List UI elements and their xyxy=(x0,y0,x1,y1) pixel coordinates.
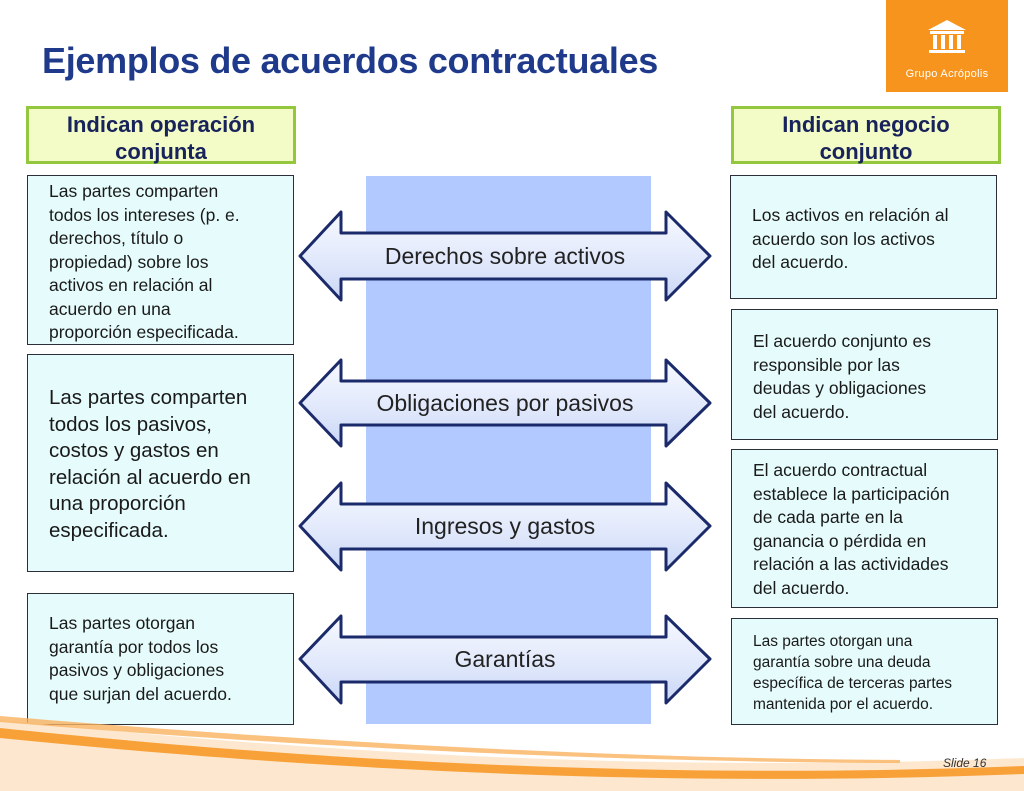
footer-swoosh xyxy=(0,700,1024,791)
right-box-income xyxy=(731,449,998,608)
left-box-guarantees-text: Las partes otorgan garantía por todos los pasivos y obligaciones que surjan del acuerdo. xyxy=(49,613,232,704)
left-box-assets-text: Las partes comparten todos los intereses (p. e. derechos, título o propiedad) sobre los activos en relación al acuerdo en una proporción especificada. xyxy=(49,181,240,342)
joint-venture-header-line2: conjunto xyxy=(819,139,913,164)
arrow-label-guarantees: Garantías xyxy=(454,646,556,672)
right-box-guarantees-text: Las partes otorgan una garantía sobre una deuda específica de terceras partes mantenida por el acuerdo. xyxy=(753,633,953,713)
arrow-label-liabilities: Obligaciones por pasivos xyxy=(376,390,634,416)
right-box-income-text: El acuerdo contractual establece la participación de cada parte en la ganancia o pérdida en relación a las actividades del acuerdo. xyxy=(753,460,950,598)
slide-title: Ejemplos de acuerdos contractuales xyxy=(42,40,659,81)
right-box-liabilities xyxy=(731,309,998,440)
arrow-label-income: Ingresos y gastos xyxy=(414,513,596,539)
right-box-assets xyxy=(730,175,997,299)
joint-operation-header-line1: Indican operación xyxy=(66,112,256,137)
slide-number: Slide 16 xyxy=(943,756,987,770)
right-box-assets-text: Los activos en relación al acuerdo son los activos del acuerdo. xyxy=(752,205,949,272)
right-box-liabilities-text: El acuerdo conjunto es responsible por las deudas y obligaciones del acuerdo. xyxy=(753,331,932,422)
joint-venture-header-line1: Indican negocio xyxy=(782,112,950,137)
left-box-liabilities-text: Las partes comparten todos los pasivos, costos y gastos en relación al acuerdo en una proporción especificada. xyxy=(49,386,251,542)
logo-name: Grupo Acrópolis xyxy=(905,68,989,80)
arrow-label-assets: Derechos sobre activos xyxy=(384,243,626,269)
joint-operation-header-line2: conjunta xyxy=(115,139,207,164)
